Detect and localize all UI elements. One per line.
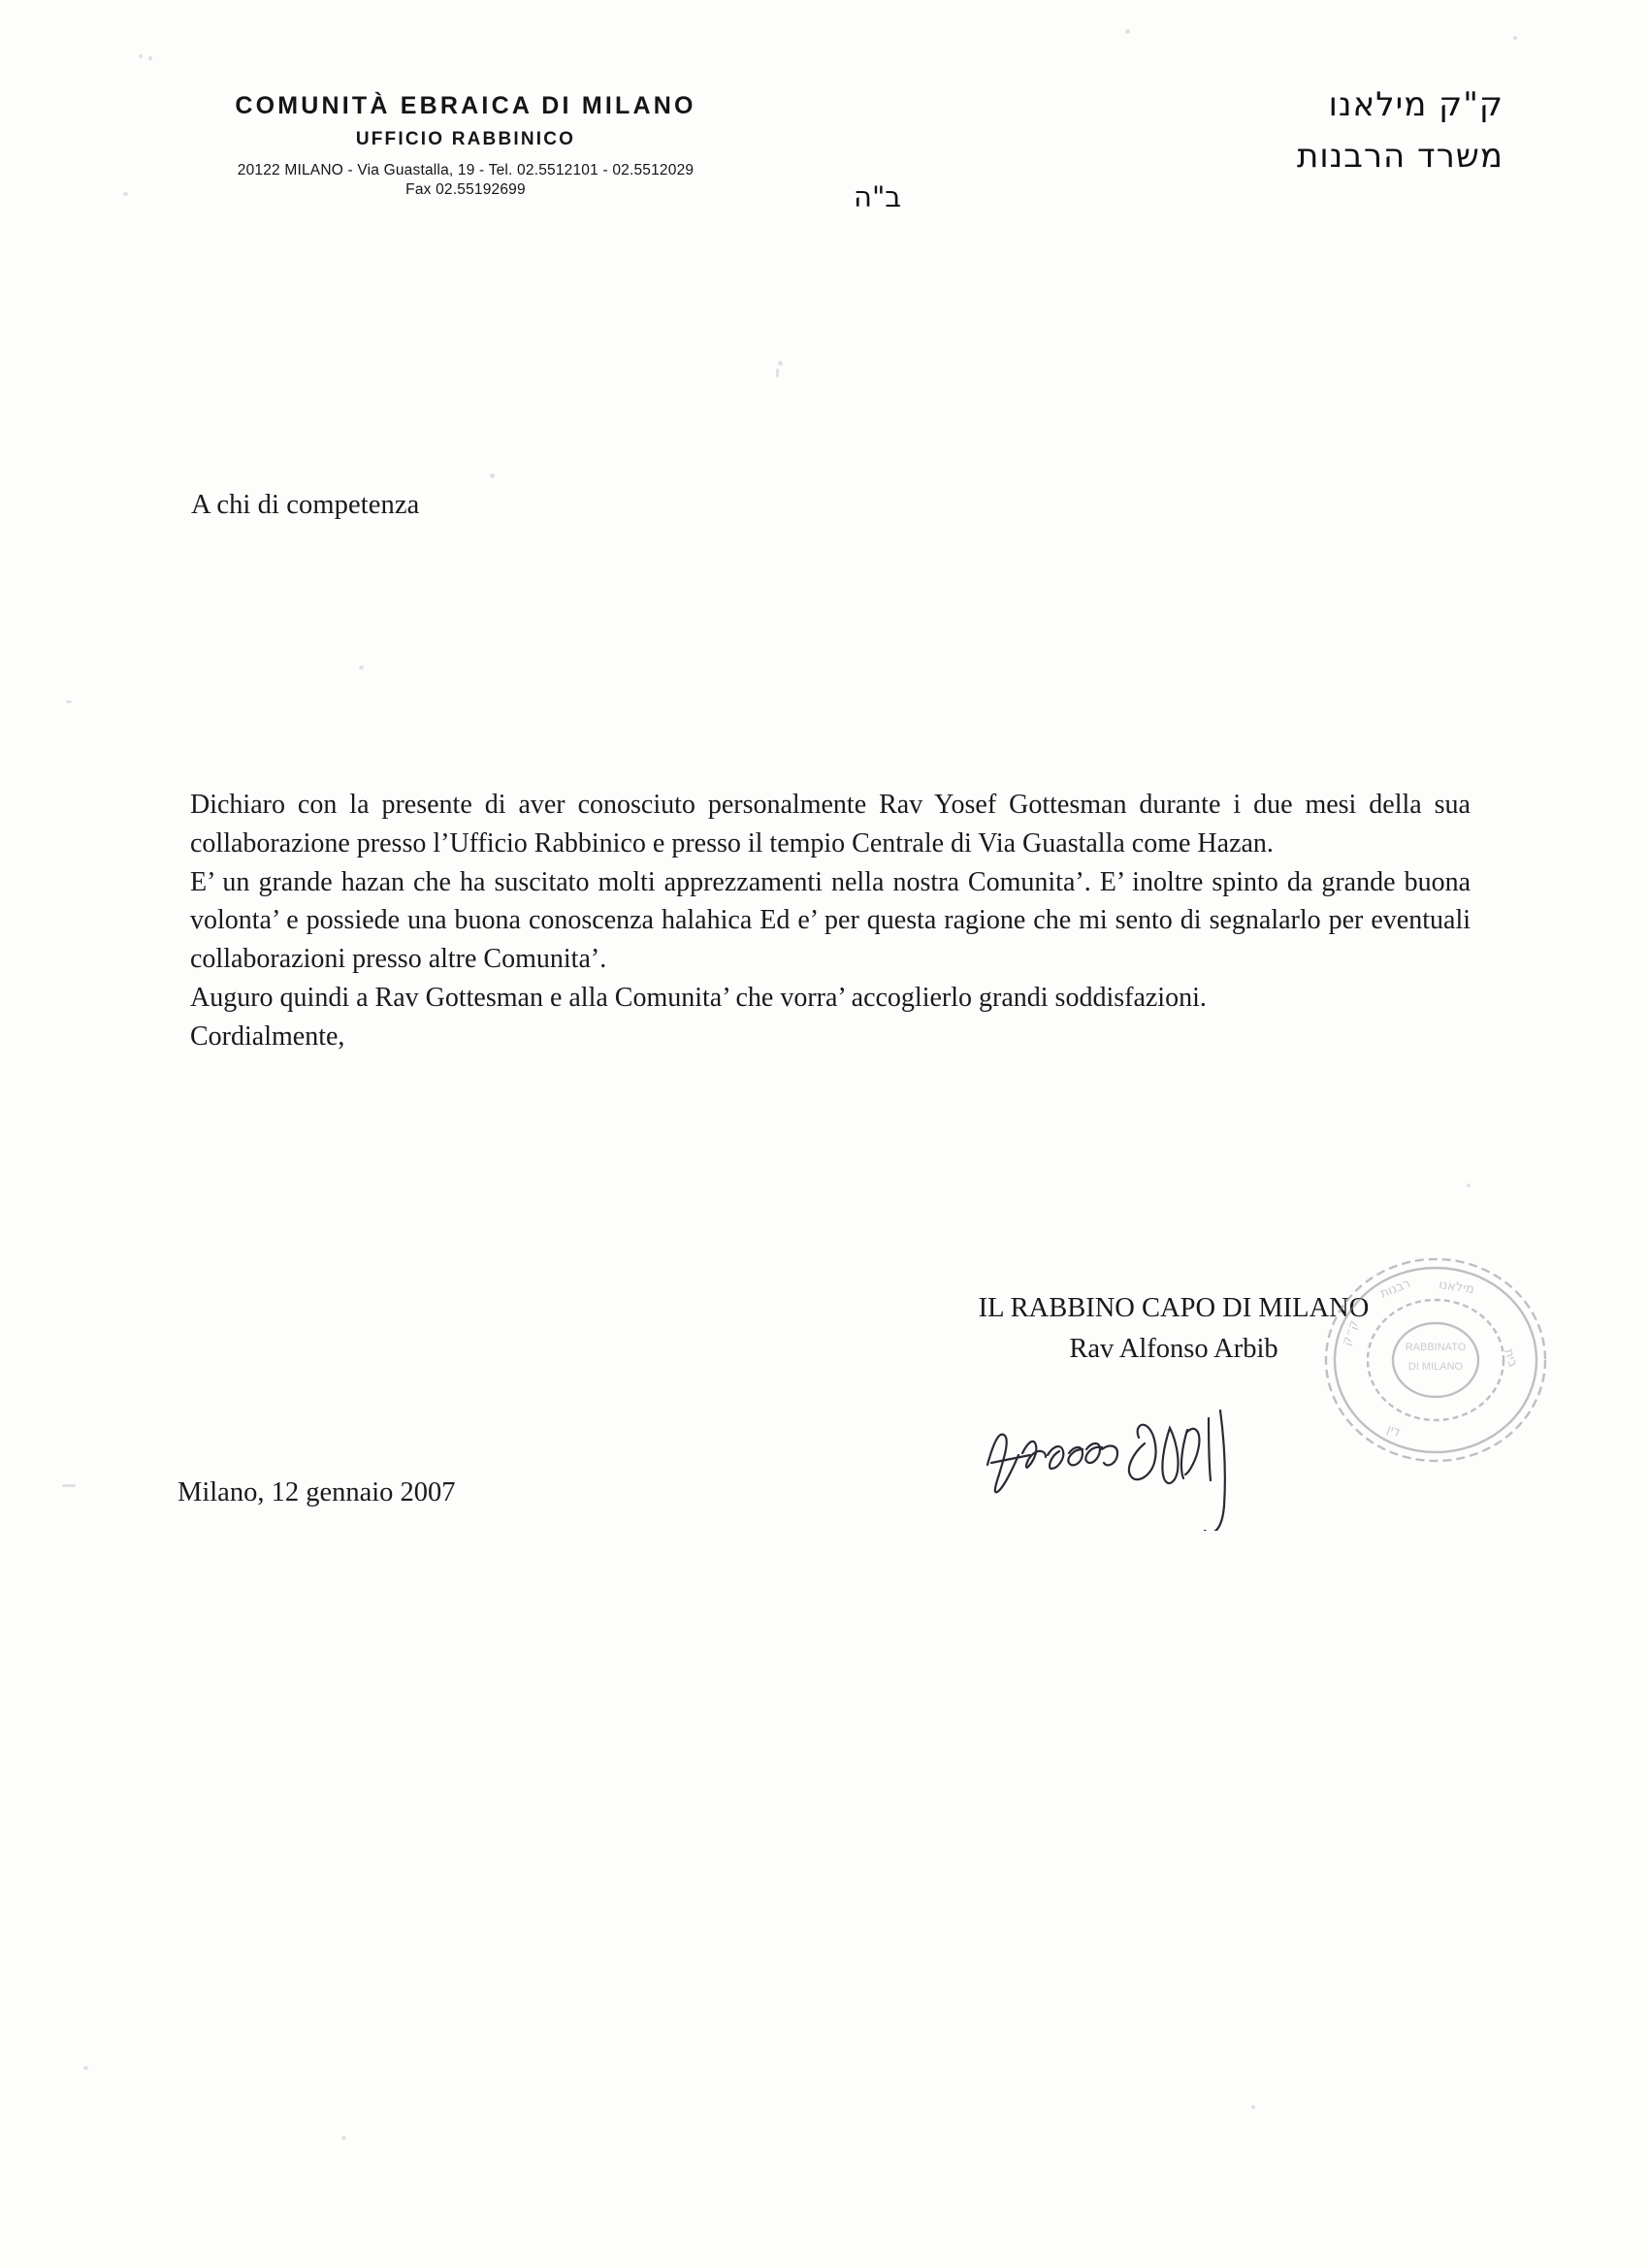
scan-speck bbox=[1251, 2105, 1255, 2109]
signer-title: IL RABBINO CAPO DI MILANO bbox=[978, 1293, 1370, 1323]
letterhead bbox=[146, 92, 786, 199]
hebrew-header-line-1: ק"ק מילאנו bbox=[1328, 85, 1504, 124]
beshem-hashem-mark: ב"ה bbox=[854, 180, 902, 213]
hebrew-header-line-2: משרד הרבנות bbox=[1296, 136, 1504, 176]
date-line: Milano, 12 gennaio 2007 bbox=[178, 1477, 456, 1507]
scan-speck bbox=[778, 361, 783, 366]
organization-name: COMUNITÀ EBRAICA DI MILANO bbox=[235, 92, 696, 119]
fax-line: Fax 02.55192699 bbox=[405, 181, 526, 199]
svg-text:מילאנו: מילאנו bbox=[1438, 1278, 1475, 1298]
scan-speck bbox=[1125, 29, 1130, 34]
hebrew-header bbox=[1297, 80, 1504, 181]
scan-speck bbox=[341, 2136, 346, 2140]
scan-speck bbox=[62, 1484, 76, 1487]
svg-text:DI MILANO: DI MILANO bbox=[1407, 1361, 1464, 1373]
scan-speck bbox=[139, 54, 143, 58]
letter-body bbox=[190, 786, 1471, 1055]
salutation: A chi di competenza bbox=[191, 490, 420, 520]
scan-speck bbox=[123, 192, 128, 196]
scan-speck bbox=[1467, 1183, 1471, 1187]
svg-text:ק״ק: ק״ק bbox=[1339, 1318, 1362, 1348]
svg-text:דין: דין bbox=[1384, 1421, 1403, 1441]
scan-speck bbox=[148, 56, 152, 60]
scan-speck bbox=[776, 369, 779, 377]
body-paragraph-1: Dichiaro con la presente di aver conosciuto personalmente Rav Yosef Gottesman durante i due mesi della sua collaborazione presso l’Ufficio Rabbinico e presso il tempio Centrale di Via Guastalla come Hazan. bbox=[190, 790, 1471, 859]
body-paragraph-2: E’ un grande hazan che ha suscitato molti apprezzamenti nella nostra Comunita’. E’ inoltre spinto da grande buona volonta’ e possiede una buona conoscenza halahica Ed e’ per questa ragione che mi sento di segnalarlo per eventuali collaborazioni presso altre Comunita’. bbox=[190, 866, 1471, 974]
scan-speck bbox=[490, 473, 495, 478]
svg-text:RABBINATO: RABBINATO bbox=[1405, 1342, 1467, 1353]
address-line: 20122 MILANO - Via Guastalla, 19 - Tel. 02.5512101 - 02.5512029 bbox=[237, 162, 695, 178]
svg-text:רבנות: רבנות bbox=[1377, 1276, 1413, 1302]
scan-speck bbox=[1513, 36, 1517, 40]
body-paragraph-3: Auguro quindi a Rav Gottesman e alla Comunita’ che vorra’ accoglierlo grandi soddisfazioni. bbox=[190, 982, 1207, 1013]
rabbinate-stamp-icon bbox=[1314, 1242, 1557, 1484]
scan-speck bbox=[83, 2066, 88, 2070]
body-paragraph-4: Cordialmente, bbox=[190, 1021, 345, 1052]
svg-text:בית: בית bbox=[1501, 1346, 1521, 1370]
office-name: UFFICIO RABBINICO bbox=[355, 129, 576, 149]
signer-name: Rav Alfonso Arbib bbox=[1069, 1334, 1278, 1365]
scan-speck bbox=[359, 665, 364, 669]
scan-speck bbox=[66, 700, 72, 703]
